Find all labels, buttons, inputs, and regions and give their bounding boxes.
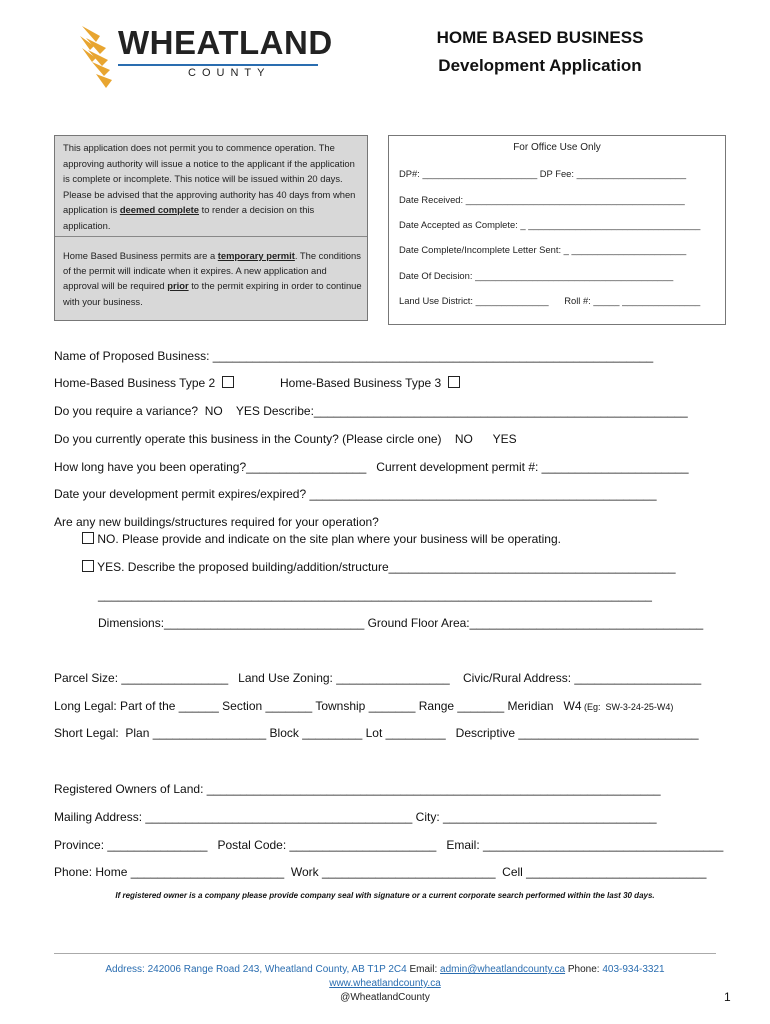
parcel-size-field[interactable]: Parcel Size: ________________ Land Use Zoning: _________________ Civic/Rural Address: ___________________ [54,671,702,685]
phone-field[interactable]: Phone: Home _______________________ Work __________________________ Cell ___________________________ [54,865,707,879]
variance-field[interactable]: Do you require a variance? NO YES Describe:________________________________________________________ [54,404,688,418]
office-date-received-field[interactable]: Date Received: __________________________________________ [399,194,685,205]
type3-checkbox[interactable] [448,376,460,388]
page-number: 1 [724,990,731,1004]
business-type3-row [280,376,460,390]
new-buildings-question: Are any new buildings/structures required for your operation? [54,515,379,529]
long-legal-example: (Eg: SW-3-24-25-W4) [581,702,674,712]
description-blank-line[interactable]: ___________________________________________________________________________________ [98,588,652,602]
logo-subtitle: COUNTY [188,67,271,79]
office-land-use-roll-field[interactable]: Land Use District: ______________ Roll #: _____ _______________ [399,295,701,306]
no-option-label: NO. Please provide and indicate on the site plan where your business will be operating. [97,532,561,546]
wheatland-county-logo [78,22,333,92]
office-use-box [388,135,726,325]
yes-option-row [82,560,676,574]
office-dp-fee-field[interactable]: DP#: ______________________ DP Fee: _____________________ [399,168,687,179]
form-subtitle: Development Application [438,56,642,75]
mailing-address-field[interactable]: Mailing Address: ________________________________________ City: ________________________________ [54,810,657,824]
footer-contact: Address: 242006 Range Road 243, Wheatland County, AB T1P 2C4 Email: admin@wheatlandcounty.ca Phone: 403-934-3321 [105,964,665,975]
company-owner-note: If registered owner is a company please provide company seal with signature or a current corporate search performed within the last 30 days. [115,891,655,900]
no-option-row [82,532,561,546]
info-divider [55,236,367,237]
type2-label: Home-Based Business Type 2 [54,376,216,390]
yes-option-label[interactable]: YES. Describe the proposed building/addition/structure___________________________________________ [97,560,676,574]
business-type-row [54,376,234,390]
logo-name: WHEATLAND [118,24,333,61]
footer-website-link[interactable]: www.wheatlandcounty.ca [329,978,441,989]
info-box [54,135,368,321]
no-option-checkbox[interactable] [82,532,94,544]
form-title: HOME BASED BUSINESS [436,28,644,47]
province-postal-email-field[interactable]: Province: _______________ Postal Code: ______________________ Email: ____________________________________ [54,838,724,852]
operating-duration-field[interactable]: How long have you been operating?__________________ Current development permit #: ______________________ [54,460,689,474]
operate-question[interactable]: Do you currently operate this business in the County? (Please circle one) NO YES [54,432,517,446]
logo-underline [118,64,318,66]
office-use-title: For Office Use Only [513,142,601,153]
type2-checkbox[interactable] [222,376,234,388]
office-letter-sent-field[interactable]: Date Complete/Incomplete Letter Sent: _ ______________________ [399,244,687,255]
long-legal-field[interactable]: Long Legal: Part of the ______ Section _______ Township _______ Range _______ Meridian W4 (Eg: SW-3-24-25-W4) [54,699,674,713]
business-name-field[interactable]: Name of Proposed Business: __________________________________________________________________ [54,349,654,363]
dimensions-field[interactable]: Dimensions:______________________________ Ground Floor Area:___________________________________ [98,616,704,630]
footer-divider [54,953,716,954]
info-paragraph-permit: Home Based Business permits are a temporary permit. The conditions of the permit will indicate when it expires. A new application and approval will be required prior to the permit expiring in order to continue with your business. [63,250,362,307]
office-date-accepted-field[interactable]: Date Accepted as Complete: _ _________________________________ [399,219,701,230]
permit-expiry-field[interactable]: Date your development permit expires/expired? ____________________________________________________ [54,487,657,501]
office-date-decision-field[interactable]: Date Of Decision: ______________________________________ [399,270,674,281]
short-legal-field[interactable]: Short Legal: Plan _________________ Block _________ Lot _________ Descriptive ___________________________ [54,726,699,740]
info-paragraph-application: This application does not permit you to commence operation. The approving authority will issue a notice to the applicant if the application is complete or incomplete. This notice will be issued within 20 days. Please be advised that the approving authority has 40 days from when application is deemed complete to render a decision on this application. [63,142,356,231]
footer-social: @WheatlandCounty [340,992,430,1003]
yes-option-checkbox[interactable] [82,560,94,572]
wheat-icon [78,22,122,92]
registered-owners-field[interactable]: Registered Owners of Land: ____________________________________________________________________ [54,782,661,796]
type3-label: Home-Based Business Type 3 [280,376,442,390]
footer-email-link[interactable]: admin@wheatlandcounty.ca [440,964,566,975]
